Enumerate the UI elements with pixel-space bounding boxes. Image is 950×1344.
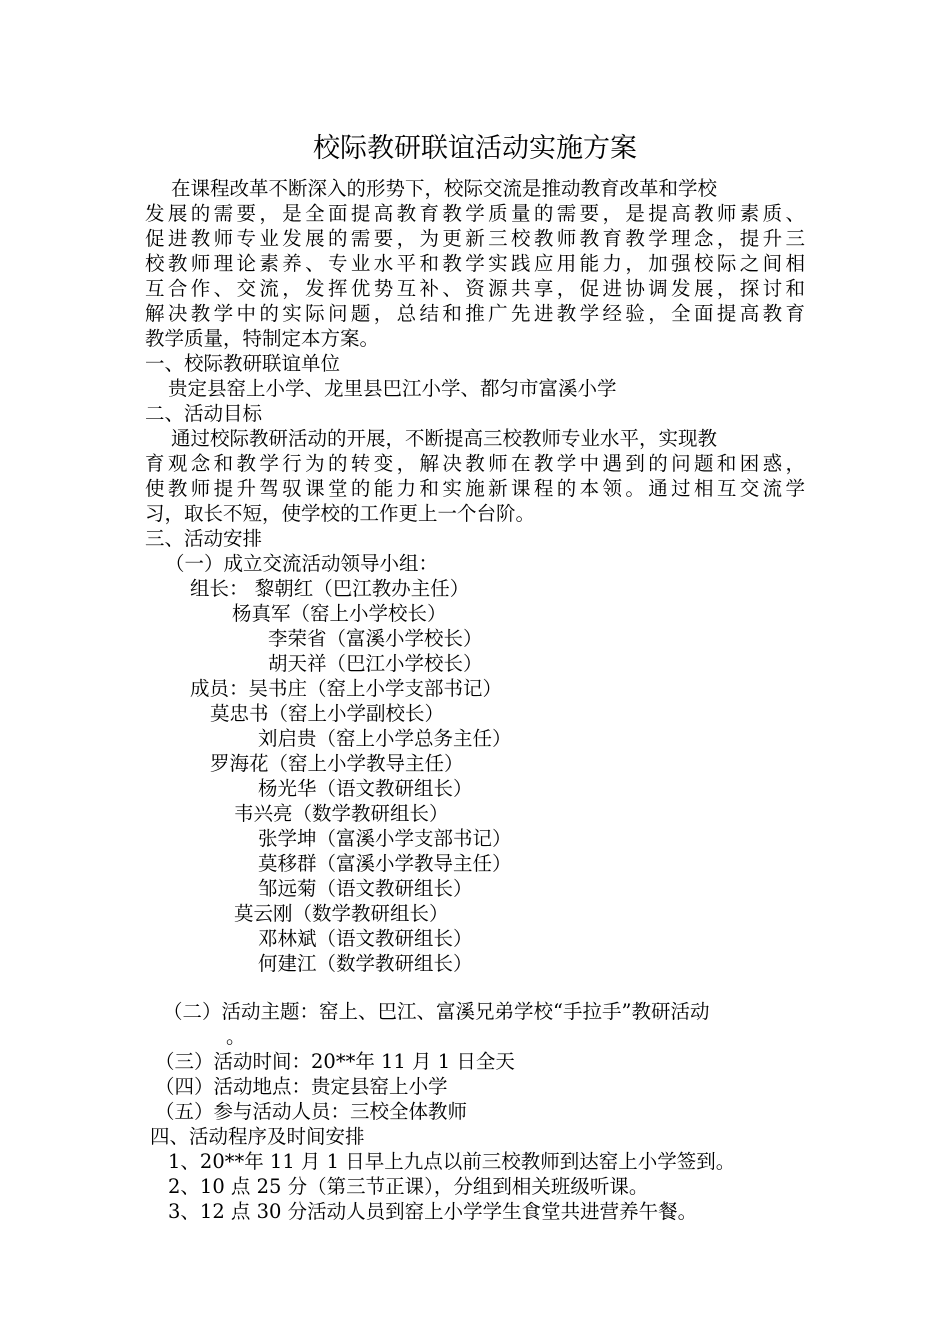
member-line: 刘启贵（窑上小学总务主任） <box>258 727 512 750</box>
subsection-tail: 。 <box>226 1025 246 1048</box>
member-line: 莫云刚（数学教研组长） <box>234 902 449 925</box>
intro-line: 发展的需要，是全面提高教育教学质量的需要，是提高教师素质、 <box>145 202 805 225</box>
subsection-heading: （二）活动主题：窑上、巴江、富溪兄弟学校“手拉手”教研活动 <box>163 1000 710 1023</box>
intro-line: 在课程改革不断深入的形势下，校际交流是推动教育改革和学校 <box>171 177 718 200</box>
section-heading: 四、活动程序及时间安排 <box>150 1125 365 1148</box>
section-body-line: 通过校际教研活动的开展，不断提高三校教师专业水平，实现教 <box>171 427 718 450</box>
subsection-heading: （一）成立交流活动领导小组： <box>165 552 439 575</box>
member-line: 成员：吴书庄（窑上小学支部书记） <box>190 677 503 700</box>
subsection-heading: （三）活动时间：20**年 11 月 1 日全天 <box>155 1050 515 1073</box>
member-line: 韦兴亮（数学教研组长） <box>234 802 449 825</box>
section-body-line: 育观念和教学行为的转变，解决教师在教学中遇到的问题和困惑， <box>145 452 805 475</box>
member-line: 李荣省（富溪小学校长） <box>268 627 483 650</box>
member-line: 邹远菊（语文教研组长） <box>258 877 473 900</box>
member-line: 邓林斌（语文教研组长） <box>258 927 473 950</box>
subsection-heading: （五）参与活动人员：三校全体教师 <box>155 1100 468 1123</box>
intro-line: 解决教学中的实际问题，总结和推广先进教学经验，全面提高教育 <box>145 302 805 325</box>
member-line: 莫忠书（窑上小学副校长） <box>210 702 445 725</box>
member-line: 罗海花（窑上小学教导主任） <box>210 752 464 775</box>
section-heading: 二、活动目标 <box>145 402 263 425</box>
section-body: 贵定县窑上小学、龙里县巴江小学、都匀市富溪小学 <box>168 377 617 400</box>
schedule-item: 3、12 点 30 分活动人员到窑上小学学生食堂共进营养午餐。 <box>168 1200 698 1223</box>
member-line: 胡天祥（巴江小学校长） <box>268 652 483 675</box>
intro-line: 校教师理论素养、专业水平和教学实践应用能力，加强校际之间相 <box>145 252 805 275</box>
schedule-item: 1、20**年 11 月 1 日早上九点以前三校教师到达窑上小学签到。 <box>168 1150 736 1173</box>
section-body-line: 习，取长不短，使学校的工作更上一个台阶。 <box>145 502 536 525</box>
section-body-line: 使教师提升驾驭课堂的能力和实施新课程的本领。通过相互交流学 <box>145 477 805 500</box>
intro-line: 互合作、交流，发挥优势互补、资源共享，促进协调发展，探讨和 <box>145 277 805 300</box>
section-heading: 一、校际教研联谊单位 <box>145 352 341 375</box>
member-line: 杨光华（语文教研组长） <box>258 777 473 800</box>
member-line: 莫移群（富溪小学教导主任） <box>258 852 512 875</box>
document-title: 校际教研联谊活动实施方案 <box>313 133 637 164</box>
member-line: 张学坤（富溪小学支部书记） <box>258 827 512 850</box>
member-line: 组长： 黎朝红（巴江教办主任） <box>190 577 470 600</box>
intro-line: 教学质量，特制定本方案。 <box>145 327 380 350</box>
schedule-item: 2、10 点 25 分（第三节正课），分组到相关班级听课。 <box>168 1175 649 1198</box>
intro-line: 促进教师专业发展的需要，为更新三校教师教育教学理念，提升三 <box>145 227 805 250</box>
member-line: 杨真军（窑上小学校长） <box>232 602 447 625</box>
member-line: 何建江（数学教研组长） <box>258 952 473 975</box>
subsection-heading: （四）活动地点：贵定县窑上小学 <box>155 1075 448 1098</box>
section-heading: 三、活动安排 <box>145 527 263 550</box>
